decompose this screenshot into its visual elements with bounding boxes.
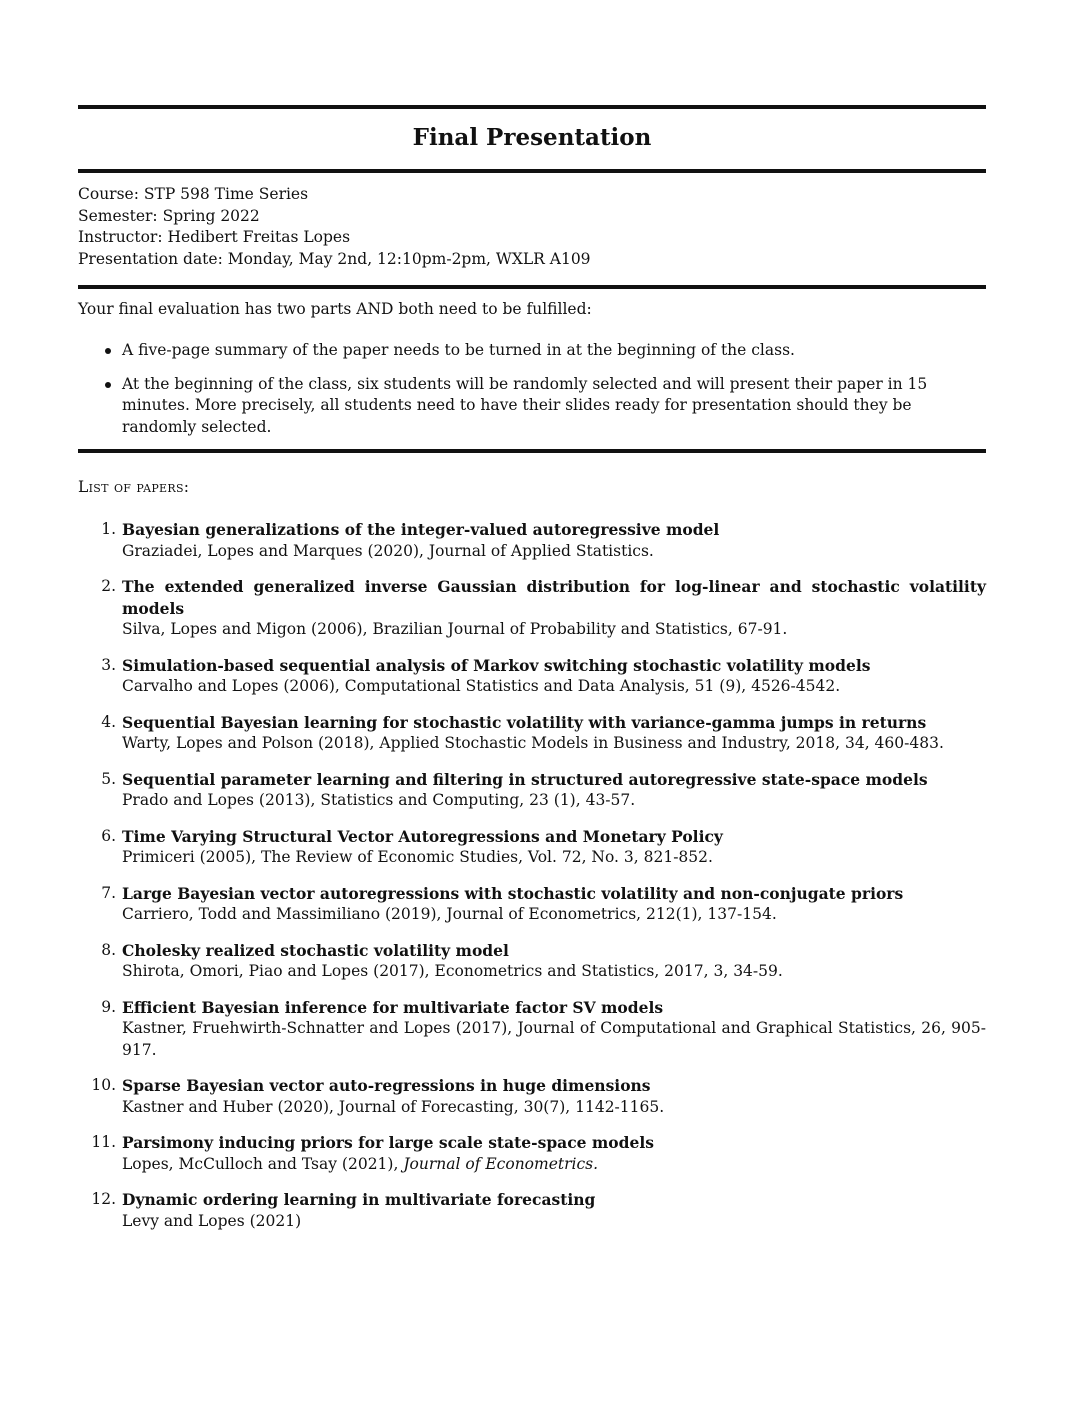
requirement-item [78,340,986,362]
paper-item [78,1132,986,1175]
paper-number: 3. [101,655,116,674]
requirement-item [78,374,986,439]
bullet-icon [105,382,111,388]
instructor-line: Instructor: Hedibert Freitas Lopes [78,228,351,246]
paper-item [78,940,986,983]
paper-title: Efficient Bayesian inference for multivariate factor SV models [122,997,664,1017]
paper-title: Sparse Bayesian vector auto-regressions in huge dimensions [122,1076,651,1095]
paper-reference: Warty, Lopes and Polson (2018), Applied Stochastic Models in Business and Industry, 2018, 34, 460-483. [122,734,944,752]
paper-title: Time Varying Structural Vector Autoregressions and Monetary Policy [122,826,723,846]
paper-reference: Levy and Lopes (2021) [122,1211,302,1230]
paper-reference: Shirota, Omori, Piao and Lopes (2017), Econometrics and Statistics, 2017, 3, 34-59. [122,962,783,980]
paper-title: Sequential parameter learning and filtering in structured autoregressive state-space models [122,769,928,789]
papers-heading: List of papers: [78,478,190,496]
paper-item [78,1189,986,1232]
paper-number: 8. [101,940,116,959]
papers-list [78,519,986,1246]
section-rule [78,449,986,453]
requirement-text: At the beginning of the class, six students will be randomly selected and will present their paper in 15 minutes. More precisely, all students need to have their slides ready for presentation should they be randomly selected. [122,374,928,436]
bullet-icon [105,348,111,354]
title-rule [78,169,986,173]
paper-title: Parsimony inducing priors for large scale state-space models [122,1133,654,1152]
paper-item [78,655,986,698]
paper-title: Large Bayesian vector autoregressions with stochastic volatility and non-conjugate priors [122,883,904,903]
paper-item [78,883,986,926]
paper-item [78,769,986,812]
intro-text: Your final evaluation has two parts AND both need to be fulfilled: [78,300,592,318]
paper-reference: Prado and Lopes (2013), Statistics and Computing, 23 (1), 43-57. [122,791,636,809]
paper-title: Dynamic ordering learning in multivariate forecasting [122,1190,596,1209]
paper-title: Sequential Bayesian learning for stochastic volatility with variance-gamma jumps in returns [122,712,927,732]
paper-reference: Primiceri (2005), The Review of Economic Studies, Vol. 72, No. 3, 821-852. [122,848,713,866]
paper-title: Bayesian generalizations of the integer-valued autoregressive model [122,520,720,539]
paper-number: 4. [101,712,116,731]
paper-number: 1. [101,520,116,538]
paper-item [78,576,986,641]
paper-title: The extended generalized inverse Gaussian distribution for log-linear and stochastic volatility models [122,577,986,618]
paper-title: Simulation-based sequential analysis of Markov switching stochastic volatility models [122,655,871,675]
paper-reference: Silva, Lopes and Migon (2006), Brazilian Journal of Probability and Statistics, 67-91. [122,620,788,638]
paper-reference: Kastner and Huber (2020), Journal of Forecasting, 30(7), 1142-1165. [122,1097,665,1116]
paper-reference: Kastner, Fruehwirth-Schnatter and Lopes (2017), Journal of Computational and Graphical Statistics, 26, 905-917. [122,1019,986,1059]
paper-item [78,1075,986,1118]
paper-number: 9. [101,997,116,1016]
paper-item [78,826,986,869]
paper-item [78,712,986,755]
paper-number: 12. [91,1190,116,1208]
requirements-list [78,340,986,450]
paper-reference: Carriero, Todd and Massimiliano (2019), Journal of Econometrics, 212(1), 137-154. [122,905,777,923]
paper-number: 10. [91,1076,116,1094]
paper-reference: Carvalho and Lopes (2006), Computational Statistics and Data Analysis, 51 (9), 4526-4542. [122,677,841,695]
presentation-date-line: Presentation date: Monday, May 2nd, 12:10pm-2pm, WXLR A109 [78,249,591,268]
course-info [78,184,591,270]
paper-reference: Lopes, McCulloch and Tsay (2021), Journal of Econometrics. [122,1154,599,1173]
paper-number: 7. [101,883,116,902]
paper-item [78,997,986,1062]
paper-number: 6. [101,826,116,845]
course-line: Course: STP 598 Time Series [78,185,309,203]
paper-title: Cholesky realized stochastic volatility model [122,940,509,960]
paper-reference: Graziadei, Lopes and Marques (2020), Journal of Applied Statistics. [122,541,654,560]
paper-number: 5. [101,769,116,788]
paper-number: 2. [101,577,116,595]
paper-number: 11. [91,1133,116,1151]
top-rule [78,105,986,109]
info-rule [78,285,986,289]
paper-item [78,519,986,562]
semester-line: Semester: Spring 2022 [78,206,260,225]
page-title: Final Presentation [412,124,652,151]
requirement-text: A five-page summary of the paper needs to be turned in at the beginning of the class. [122,341,795,359]
